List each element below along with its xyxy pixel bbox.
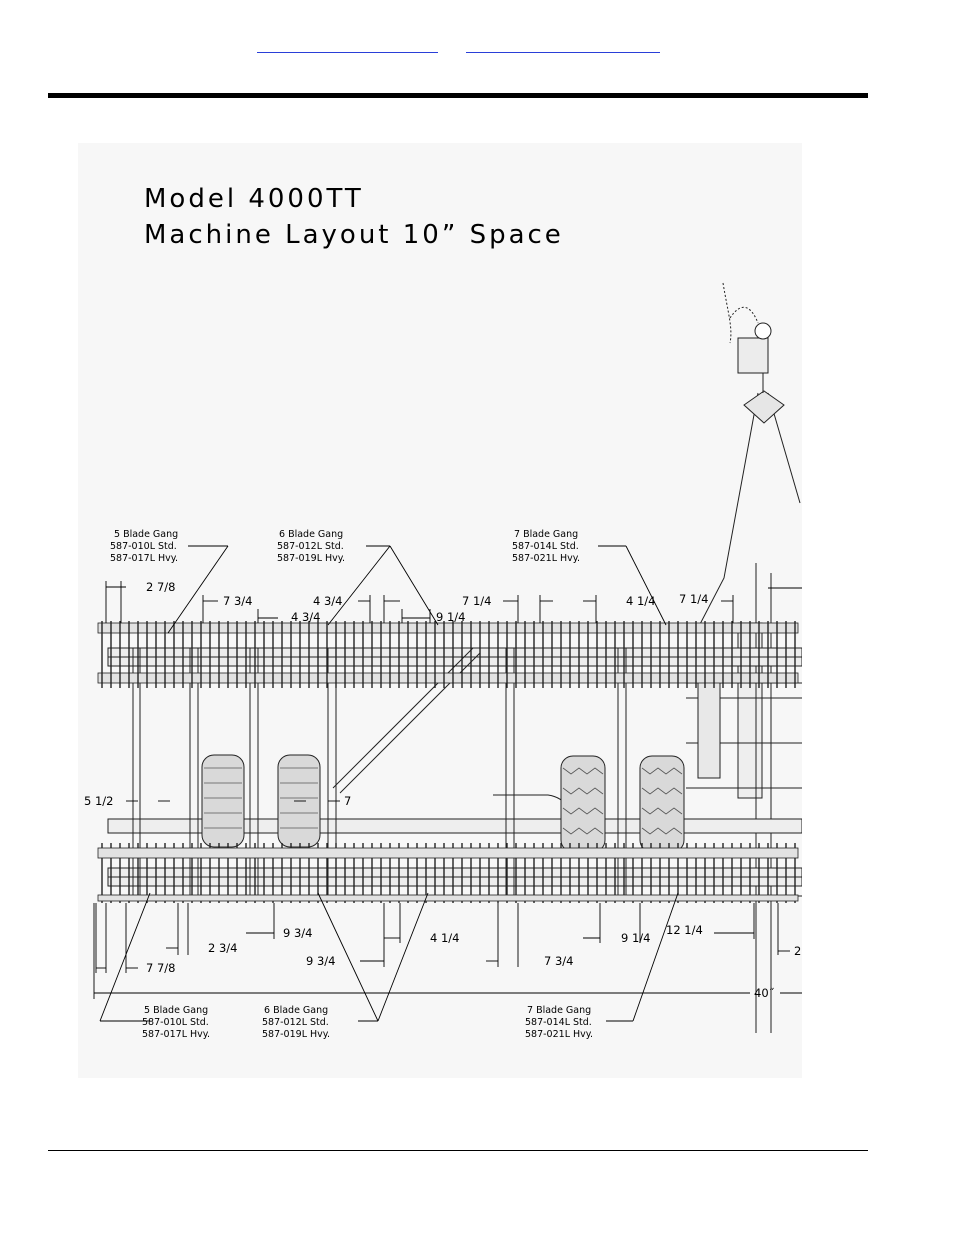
dim-top-8: 7 1/4 bbox=[679, 592, 709, 606]
header-rule bbox=[48, 93, 868, 98]
callout-top-5-line2: 587-010L Std. bbox=[110, 541, 177, 552]
callout-top-7-line2: 587-014L Std. bbox=[512, 541, 579, 552]
callout-bottom-6-line2: 587-012L Std. bbox=[262, 1017, 329, 1028]
dim-bottom-1: 2 3/4 bbox=[208, 941, 238, 955]
drawing-title-line2: Machine Layout 10” Space bbox=[144, 220, 564, 250]
callout-bottom-7-line3: 587-021L Hvy. bbox=[525, 1029, 594, 1040]
dim-top-4: 4 3/4 bbox=[291, 610, 321, 624]
callout-bottom-6-line1: 6 Blade Gang bbox=[264, 1005, 329, 1016]
dim-mid-1: 5 1/2 bbox=[84, 794, 114, 808]
callout-top-7-line1: 7 Blade Gang bbox=[514, 529, 579, 540]
callout-top-5-line3: 587-017L Hvy. bbox=[110, 553, 179, 564]
dim-top-5: 9 1/4 bbox=[436, 610, 466, 624]
dim-top-6: 7 1/4 bbox=[462, 594, 492, 608]
callout-top-6-line1: 6 Blade Gang bbox=[279, 529, 344, 540]
dim-bottom-6: 7 3/4 bbox=[544, 954, 574, 968]
callout-bottom-5-line2: 587-010L Std. bbox=[142, 1017, 209, 1028]
dim-bottom-2: 9 3/4 bbox=[283, 926, 313, 940]
dim-top-1: 2 7/8 bbox=[146, 580, 176, 594]
callout-top-5-line1: 5 Blade Gang bbox=[114, 529, 179, 540]
dim-bottom-10: 40˝ bbox=[754, 986, 775, 1000]
callout-bottom-5-line1: 5 Blade Gang bbox=[144, 1005, 209, 1016]
dim-top-3: 4 3/4 bbox=[313, 594, 343, 608]
drawing-title-line1: Model 4000TT bbox=[144, 184, 364, 214]
callout-bottom-7-line2: 587-014L Std. bbox=[525, 1017, 592, 1028]
callout-top-6-line2: 587-012L Std. bbox=[277, 541, 344, 552]
dim-bottom-7: 9 1/4 bbox=[621, 931, 651, 945]
footer-rule bbox=[48, 1150, 868, 1151]
callout-top-6-line3: 587-019L Hvy. bbox=[277, 553, 346, 564]
nav-link-right[interactable] bbox=[466, 38, 660, 53]
callout-bottom-5-line3: 587-017L Hvy. bbox=[142, 1029, 211, 1040]
callout-bottom-7-line1: 7 Blade Gang bbox=[527, 1005, 592, 1016]
dim-top-7: 4 1/4 bbox=[626, 594, 656, 608]
dim-bottom-5: 7 7/8 bbox=[146, 961, 176, 975]
callout-bottom-6-line3: 587-019L Hvy. bbox=[262, 1029, 331, 1040]
dim-bottom-9: 2 bbox=[794, 944, 802, 958]
dim-mid-2: 7 bbox=[344, 794, 352, 808]
dim-bottom-8: 12 1/4 bbox=[666, 923, 703, 937]
dim-bottom-4: 4 1/4 bbox=[430, 931, 460, 945]
nav-link-left[interactable] bbox=[257, 38, 438, 53]
dim-bottom-3: 9 3/4 bbox=[306, 954, 336, 968]
dim-top-2: 7 3/4 bbox=[223, 594, 253, 608]
callout-top-7-line3: 587-021L Hvy. bbox=[512, 553, 581, 564]
machine-layout-drawing bbox=[78, 143, 802, 1078]
